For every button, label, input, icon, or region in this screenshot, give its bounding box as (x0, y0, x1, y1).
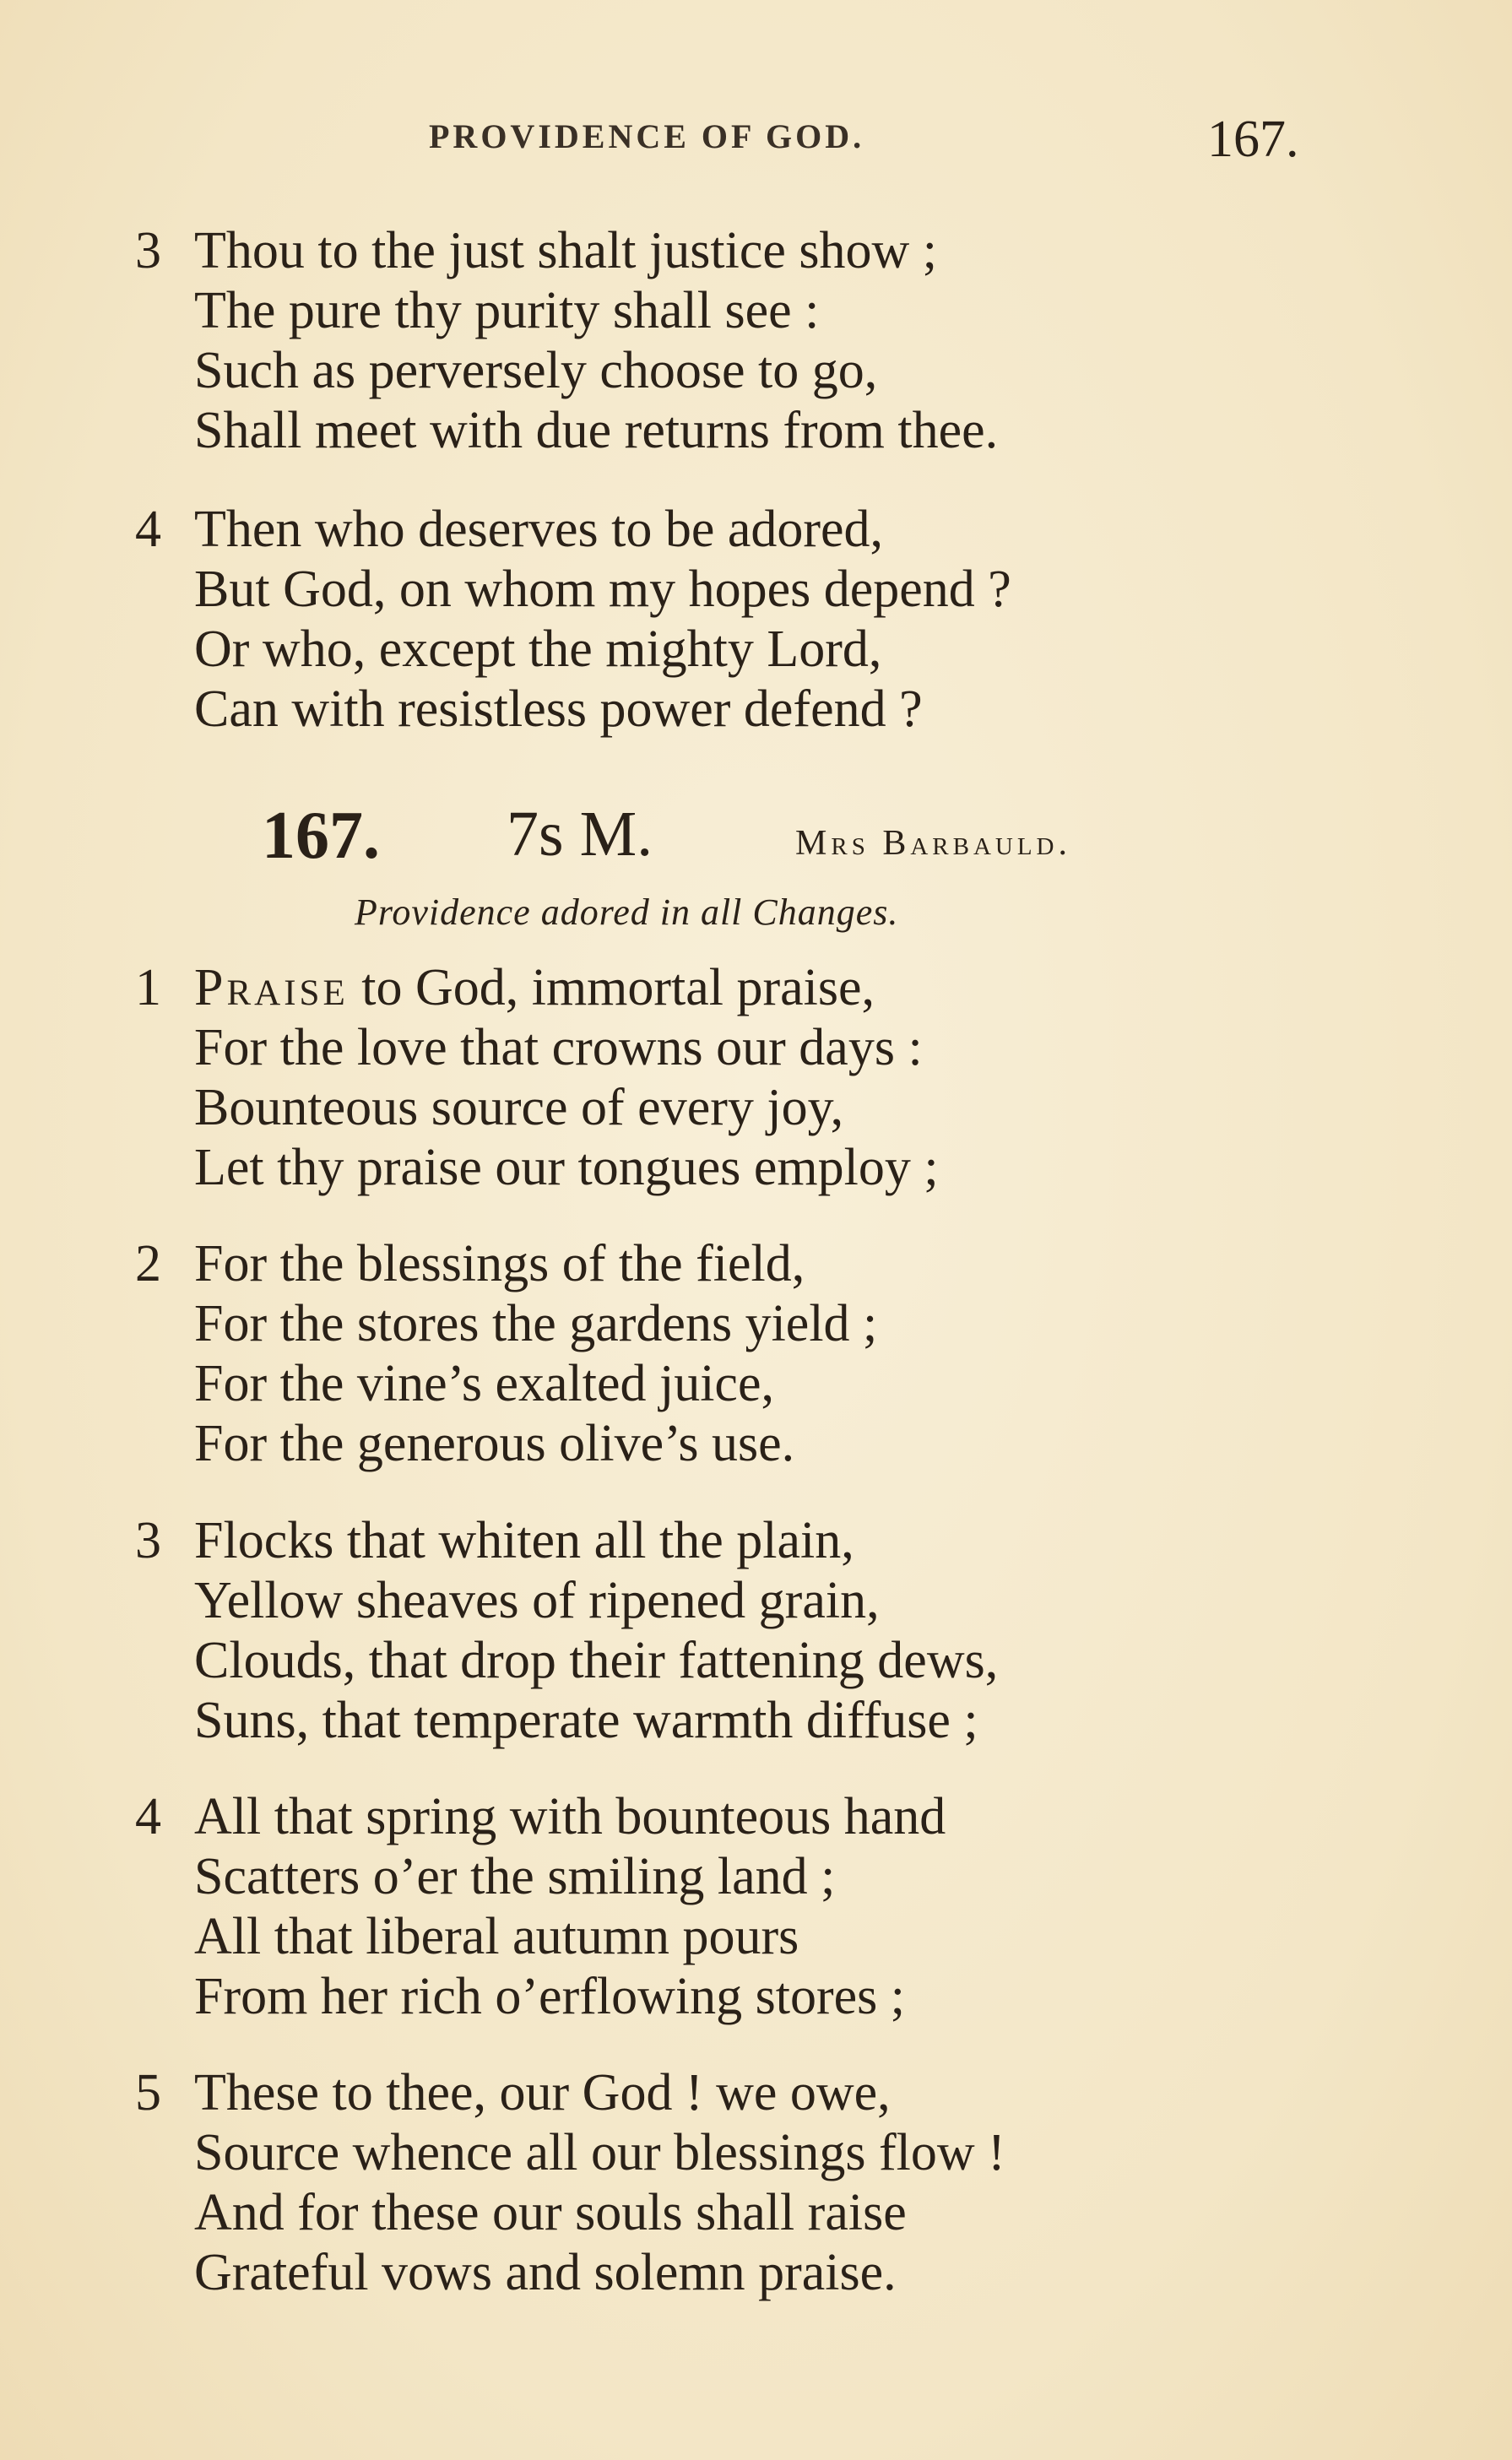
verse-line: And for these our souls shall raise (194, 2184, 907, 2241)
stanza-number: 4 (135, 501, 161, 558)
verse-line: Bounteous source of every joy, (194, 1079, 844, 1136)
stanza-number: 3 (135, 222, 161, 279)
verse-line: Or who, except the mighty Lord, (194, 620, 882, 678)
stanza-number: 2 (135, 1235, 161, 1292)
verse-line: Such as perversely choose to go, (194, 342, 878, 399)
verse-line: Scatters o’er the smiling land ; (194, 1848, 836, 1905)
verse-line: Then who deserves to be adored, (194, 501, 884, 558)
verse-line: For the generous olive’s use. (194, 1415, 795, 1472)
verse-line: For the vine’s exalted juice, (194, 1355, 774, 1412)
verse-line: The pure thy purity shall see : (194, 282, 820, 339)
verse-line: For the stores the gardens yield ; (194, 1295, 878, 1352)
running-head: PROVIDENCE OF GOD. (429, 117, 865, 155)
page-number: 167. (1207, 111, 1299, 168)
hymn-title: Providence adored in all Changes. (355, 891, 899, 933)
verse-line: Yellow sheaves of ripened grain, (194, 1572, 880, 1629)
verse-line: All that spring with bounteous hand (194, 1788, 946, 1845)
verse-line-rest: to God, immortal praise, (348, 959, 875, 1016)
verse-line: Flocks that whiten all the plain, (194, 1512, 854, 1569)
verse-line: From her rich o’erflowing stores ; (194, 1968, 905, 2025)
verse-line: Thou to the just shalt justice show ; (194, 222, 937, 279)
stanza-number: 1 (135, 959, 161, 1016)
verse-line: But God, on whom my hopes depend ? (194, 561, 1011, 618)
hymn-heading (262, 798, 1140, 874)
verse-line (194, 958, 875, 1018)
verse-line: Grateful vows and solemn praise. (194, 2244, 897, 2301)
verse-line: Shall meet with due returns from thee. (194, 402, 999, 459)
stanza-number: 5 (135, 2064, 161, 2121)
verse-line: All that liberal autumn pours (194, 1908, 799, 1965)
verse-line: For the love that crowns our days : (194, 1019, 923, 1076)
hymn-author: Mrs Barbauld. (795, 824, 1072, 863)
first-word: Praise (194, 959, 349, 1016)
verse-line: Source whence all our blessings flow ! (194, 2124, 1005, 2181)
stanza-number: 4 (135, 1788, 161, 1845)
hymn-number: 167. (262, 799, 380, 873)
verse-line: Clouds, that drop their fattening dews, (194, 1632, 999, 1689)
verse-line: For the blessings of the field, (194, 1235, 805, 1292)
stanza-number: 3 (135, 1512, 161, 1569)
hymn-meter: 7s M. (507, 799, 653, 870)
verse-line: Suns, that temperate warmth diffuse ; (194, 1692, 978, 1749)
verse-line: Let thy praise our tongues employ ; (194, 1139, 939, 1196)
verse-line: These to thee, our God ! we owe, (194, 2064, 891, 2121)
verse-line: Can with resistless power defend ? (194, 680, 923, 738)
